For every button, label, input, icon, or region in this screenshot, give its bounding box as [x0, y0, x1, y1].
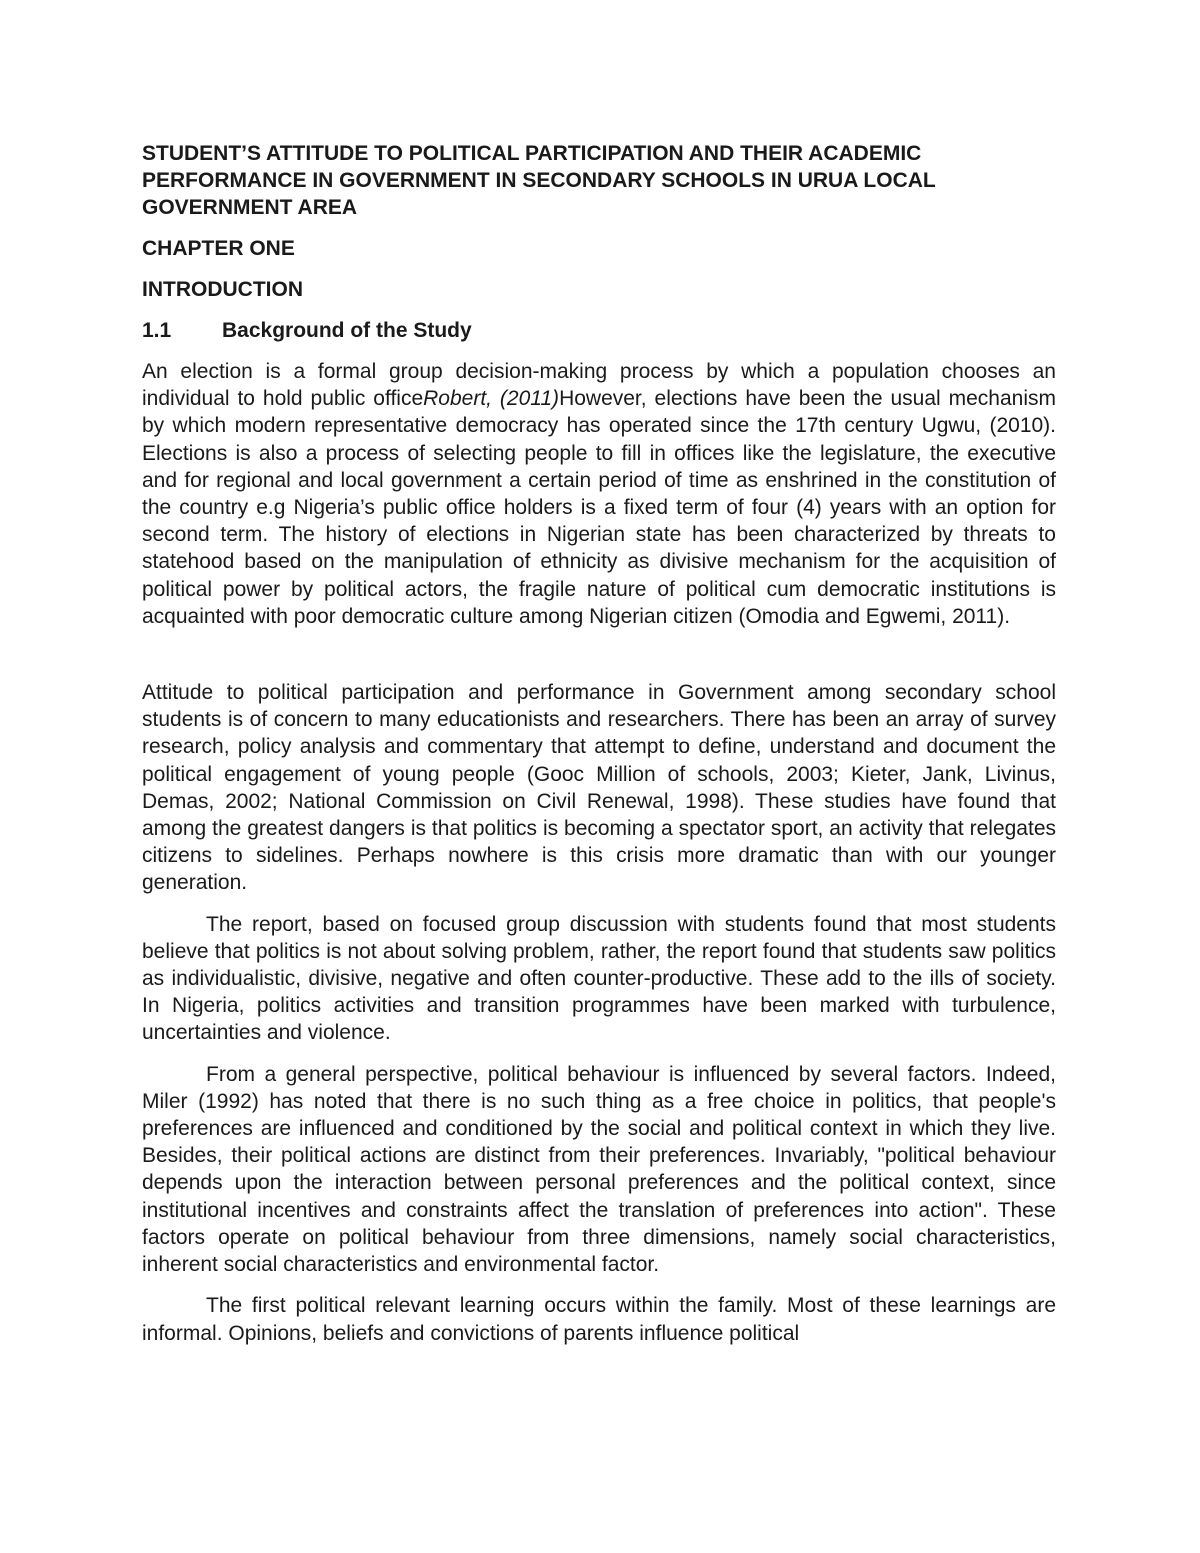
chapter-heading: CHAPTER ONE [142, 237, 295, 260]
paragraph-3: The report, based on focused group discussion with students found that most students believe that politics is not about solving problem, rather, the report found that students saw politics as individualistic, divisive, negative and often counter-productive. These add to the ills of society. In Nigeria, politics activities and transition programmes have been marked with turbulence, uncertainties and violence. [142, 912, 1056, 1045]
paragraph-1-citation: Robert, (2011) [423, 387, 560, 411]
paragraph-1 [142, 358, 1056, 630]
paragraph-5: The first political relevant learning occurs within the family. Most of these learnings are informal. Opinions, beliefs and convictions of parents influence political [142, 1294, 1056, 1345]
paragraph-2: Attitude to political participation and performance in Government among secondary school students is of concern to many educationists and researchers. There has been an array of survey research, policy analysis and commentary that attempt to define, understand and document the political engagement of young people (Gooc Million of schools, 2003; Kieter, Jank, Livinus, Demas, 2002; National Commission on Civil Renewal, 1998). These studies have found that among the greatest dangers is that politics is becoming a spectator sport, an activity that relegates citizens to sidelines. Perhaps nowhere is this crisis more dramatic than with our younger generation. [142, 681, 1056, 895]
subsection-heading [142, 317, 1056, 344]
subsection-title: Background of the Study [222, 319, 472, 342]
subsection-number: 1.1 [142, 319, 172, 342]
section-heading: INTRODUCTION [142, 278, 303, 301]
paragraph-1-text-end: However, elections have been the usual mechanism by which modern representative democracy has operated since the 17th century Ugwu, (2010). Elections is also a process of selecting people to fill in offices like the legislature, the executive and for regional and local government a certain period of time as enshrined in the constitution of the country e.g Nigeria’s public office holders is a fixed term of four (4) years with an option for second term. The history of elections in Nigerian state has been characterized by threats to statehood based on the manipulation of ethnicity as divisive mechanism for the acquisition of political power by political actors, the fragile nature of political cum democratic institutions is acquainted with poor democratic culture among Nigerian citizen (Omodia and Egwemi, 2011). [142, 387, 1056, 628]
document-title: STUDENT’S ATTITUDE TO POLITICAL PARTICIPATION AND THEIR ACADEMIC PERFORMANCE IN GOVERNMENT IN SECONDARY SCHOOLS IN URUA LOCAL GOVERNMENT AREA [142, 142, 936, 219]
paragraph-4: From a general perspective, political behaviour is influenced by several factors. Indeed, Miler (1992) has noted that there is no such thing as a free choice in politics, that people's preferences are influenced and conditioned by the social and political context in which they live. Besides, their political actions are distinct from their preferences. Invariably, "political behaviour depends upon the interaction between personal preferences and the political context, since institutional incentives and constraints affect the translation of preferences into action". These factors operate on political behaviour from three dimensions, namely social characteristics, inherent social characteristics and environmental factor. [142, 1062, 1056, 1277]
paragraph-1-text-start: An election is a formal group decision-making process by which a population chooses an individual to hold public office [142, 360, 1056, 411]
document-page [142, 140, 1056, 1361]
